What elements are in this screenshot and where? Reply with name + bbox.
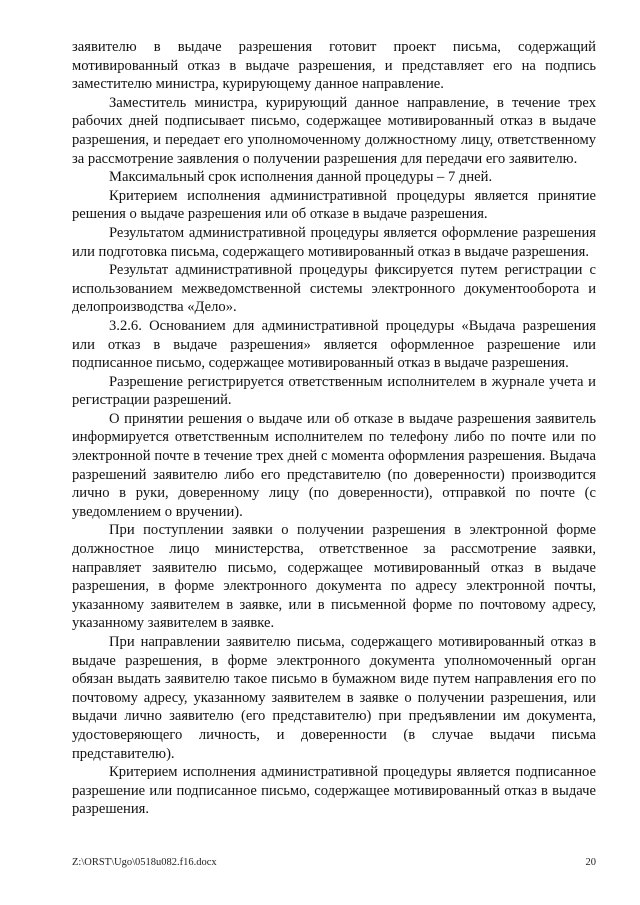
- paragraph-9: О принятии решения о выдаче или об отказе в выдаче разрешения заявитель информируется ответственным исполнителем по телефону либо по почте или по электронной почте в течение трех дней с момента оформления разрешения. Выдача разрешений заявителю либо его представителю (по доверенности) производится лично в руки, доверенному лицу (по доверенности), отправкой по почте (с уведомлением о вручении).: [72, 410, 596, 520]
- paragraph-4: Критерием исполнения административной процедуры является принятие решения о выдаче разрешения или об отказе в выдаче разрешения.: [72, 187, 596, 223]
- paragraph-6: Результат административной процедуры фиксируется путем регистрации с использованием межведомственной системы электронного документооборота и делопроизводства «Дело».: [72, 262, 596, 316]
- paragraph-2: Заместитель министра, курирующий данное направление, в течение трех рабочих дней подписывает письмо, содержащее мотивированный отказ в выдаче разрешения, и передает его уполномоченному должностному лицу, ответственному за рассмотрение заявления о получении разрешения для передачи его заявителю.: [72, 94, 596, 167]
- document-page: [72, 38, 596, 819]
- paragraph-12: Критерием исполнения административной процедуры является подписанное разрешение или подписанное письмо, содержащее мотивированный отказ в выдаче разрешения.: [72, 764, 596, 818]
- paragraph-5: Результатом административной процедуры является оформление разрешения или подготовка письма, содержащего мотивированный отказ в выдаче разрешения.: [72, 224, 596, 260]
- paragraph-7: 3.2.6. Основанием для административной процедуры «Выдача разрешения или отказ в выдаче разрешения» является оформленное разрешение или подписанное письмо, содержащее мотивированный отказ в выдаче разрешения.: [72, 317, 596, 372]
- footer-file-path: Z:\ORST\Ugo\0518u082.f16.docx: [72, 857, 217, 868]
- paragraph-8: Разрешение регистрируется ответственным исполнителем в журнале учета и регистрации разрешений.: [72, 373, 596, 409]
- footer-page-number: 20: [585, 857, 596, 868]
- paragraph-11: При направлении заявителю письма, содержащего мотивированный отказ в выдаче разрешения, в форме электронного документа уполномоченный орган обязан выдать заявителю такое письмо в бумажном виде путем направления его по почтовому адресу, указанному заявителем в заявке о получении разрешения, или выдачи лично заявителю (его представителю) при предъявлении им документа, удостоверяющего личность, и доверенности (в случае выдачи письма представителю).: [72, 634, 596, 762]
- paragraph-10: При поступлении заявки о получении разрешения в электронной форме должностное лицо министерства, ответственное за рассмотрение заявки, направляет заявителю письмо, содержащее мотивированный отказ в выдаче разрешения, в форме электронного документа по адресу электронной почты, указанному заявителем в заявке, или в письменной форме по почтовому адресу, указанному заявителем в заявке.: [72, 522, 596, 632]
- paragraph-3: Максимальный срок исполнения данной процедуры – 7 дней.: [109, 169, 493, 186]
- paragraph-1: заявителю в выдаче разрешения готовит проект письма, содержащий мотивированный отказ в выдаче разрешения, и представляет его на подпись заместителю министра, курирующему данное направление.: [72, 39, 596, 93]
